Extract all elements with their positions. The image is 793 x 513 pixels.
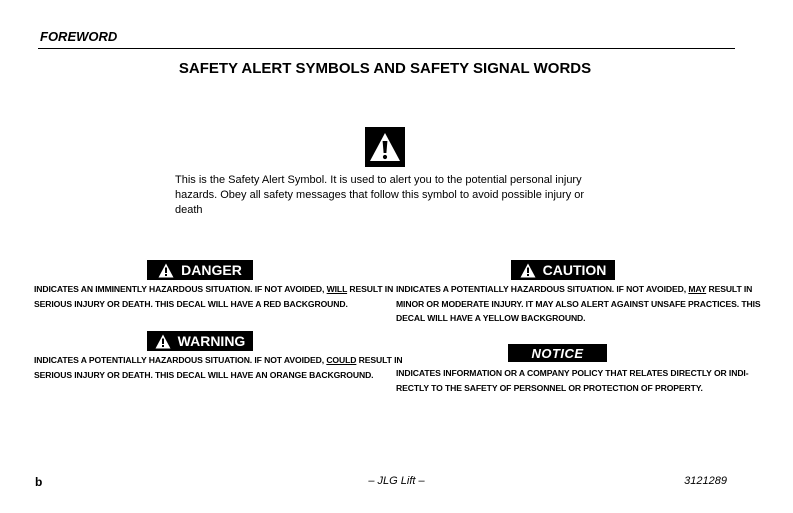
danger-description [34,282,393,311]
intro-line: hazards. Obey all safety messages that follow this symbol to avoid possible injury or [175,189,585,201]
caution-badge [511,260,615,280]
desc-line: INDICATES AN IMMINENTLY HAZARDOUS SITUATION. IF NOT AVOIDED, WILL RESULT IN [34,284,394,294]
notice-description [396,366,748,395]
notice-label: NOTICE [531,345,584,361]
warning-badge [147,331,253,351]
section-label: FOREWORD [40,29,118,44]
warning-triangle-icon [158,263,174,278]
footer-center: – JLG Lift – [368,475,425,487]
warning-triangle-icon [155,334,171,349]
caution-label: CAUTION [542,262,607,278]
page-title: SAFETY ALERT SYMBOLS AND SAFETY SIGNAL WORDS [178,60,592,77]
warning-label: WARNING [177,333,246,349]
warning-description [34,353,402,382]
desc-line: SERIOUS INJURY OR DEATH. THIS DECAL WILL HAVE A RED BACKGROUND. [34,298,348,309]
intro-line: This is the Safety Alert Symbol. It is used to alert you to the potential personal injury [175,174,582,186]
intro-line: death [175,204,203,216]
desc-line: DECAL WILL HAVE A YELLOW BACKGROUND. [396,313,586,323]
desc-line: INDICATES A POTENTIALLY HAZARDOUS SITUATION. IF NOT AVOIDED, MAY RESULT IN [396,284,753,294]
header-rule [38,48,735,49]
doc-number: 3121289 [684,475,727,487]
notice-badge [508,344,607,362]
desc-line: INDICATES A POTENTIALLY HAZARDOUS SITUATION. IF NOT AVOIDED, COULD RESULT IN [34,355,403,365]
desc-line: MINOR OR MODERATE INJURY. IT MAY ALSO ALERT AGAINST UNSAFE PRACTICES. THIS [396,298,761,309]
desc-line: RECTLY TO THE SAFETY OF PERSONNEL OR PROTECTION OF PROPERTY. [396,382,703,393]
desc-line: SERIOUS INJURY OR DEATH. THIS DECAL WILL HAVE AN ORANGE BACKGROUND. [34,369,374,380]
caution-description [396,282,761,326]
danger-label: DANGER [181,262,242,278]
intro-text [175,173,615,218]
page-number: b [35,475,43,489]
safety-alert-triangle-icon [365,127,405,167]
danger-badge [147,260,253,280]
desc-line: INDICATES INFORMATION OR A COMPANY POLICY THAT RELATES DIRECTLY OR INDI- [396,368,749,378]
warning-triangle-icon [520,263,536,278]
